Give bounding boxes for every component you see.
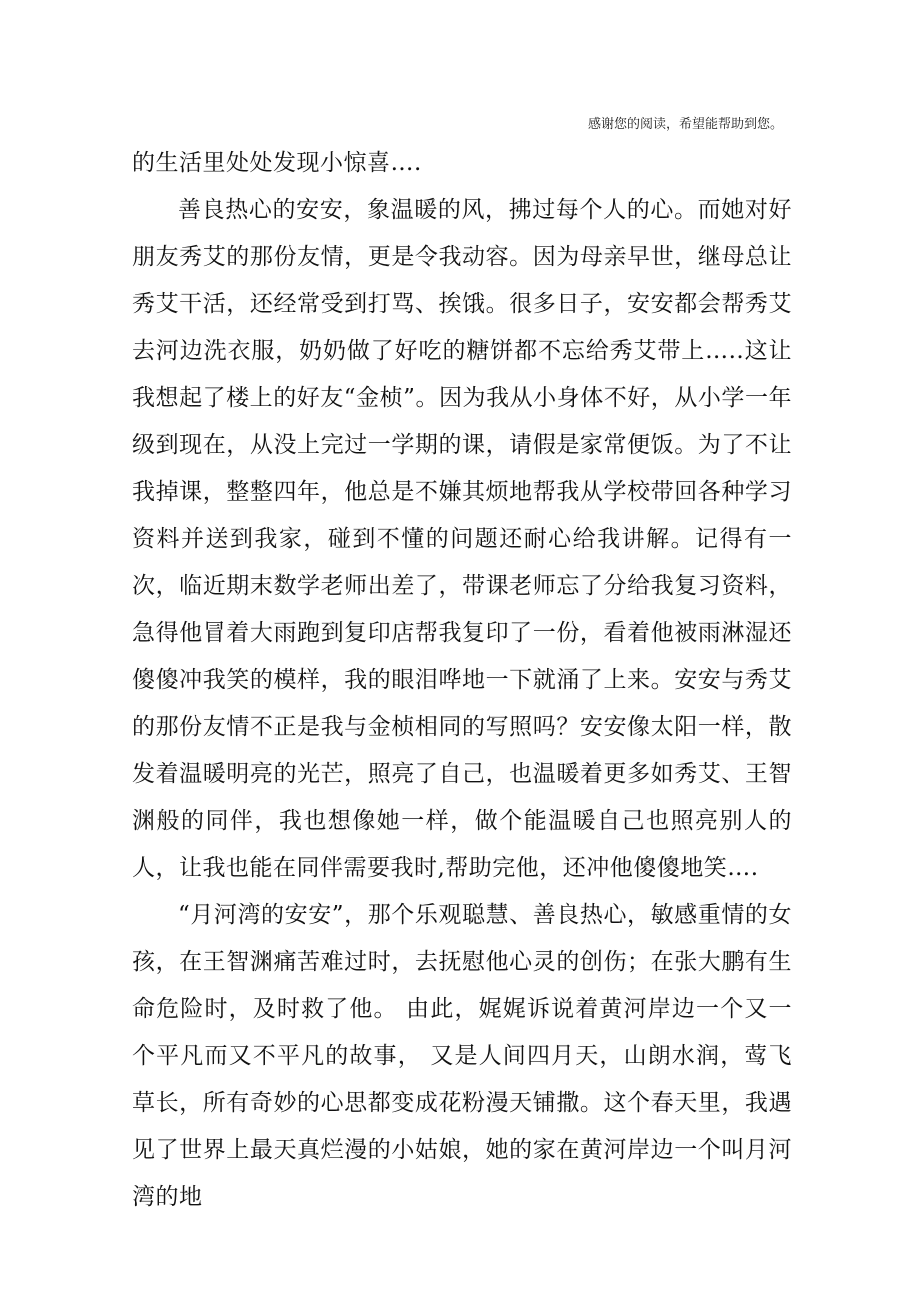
paragraph-anan-story: “月河湾的安安”，那个乐观聪慧、善良热心，敏感重情的女孩，在王智渊痛苦难过时，去抚慰他心灵的创伤；在张大鹏有生命危险时，及时救了他。 由此，娓娓诉说着黄河岸边一个又一个平凡而又不平凡的故事， 又是人间四月天，山朗水润，莺飞草长，所有奇妙的心思都变成花粉漫天铺撒。这个春天里，我遇见了世界上最天真烂漫的小姑娘，她的家在黄河岸边一个叫月河湾的地: [132, 902, 792, 1210]
header-note: 感谢您的阅读，希望能帮助到您。: [587, 117, 783, 132]
paragraph-friendship: 善良热心的安安，象温暖的风，拂过每个人的心。而她对好朋友秀艾的那份友情，更是令我动容。因为母亲早世，继母总让秀艾干活，还经常受到打骂、挨饿。很多日子，安安都会帮秀艾去河边洗衣服，奶奶做了好吃的糖饼都不忘给秀艾带上…..这让我想起了楼上的好友“金桢”。因为我从小身体不好，从小学一年级到现在，从没上完过一学期的课，请假是家常便饭。为了不让我掉课，整整四年，他总是不嫌其烦地帮我从学校带回各种学习资料并送到我家，碰到不懂的问题还耐心给我讲解。记得有一次，临近期末数学老师出差了，带课老师忘了分给我复习资料，急得他冒着大雨跑到复印店帮我复印了一份，看着他被雨淋湿还傻傻冲我笑的模样，我的眼泪哗地一下就涌了上来。安安与秀艾的那份友情不正是我与金桢相同的写照吗？安安像太阳一样，散发着温暖明亮的光芒，照亮了自己，也温暖着更多如秀艾、王智渊般的同伴，我也想像她一样，做个能温暖自己也照亮别人的人，让我也能在同伴需要我时,帮助完他，还冲他傻傻地笑….: [132, 197, 792, 881]
article-body: [132, 140, 792, 1221]
paragraph-continuation: 的生活里处处发现小惊喜….: [132, 150, 422, 176]
